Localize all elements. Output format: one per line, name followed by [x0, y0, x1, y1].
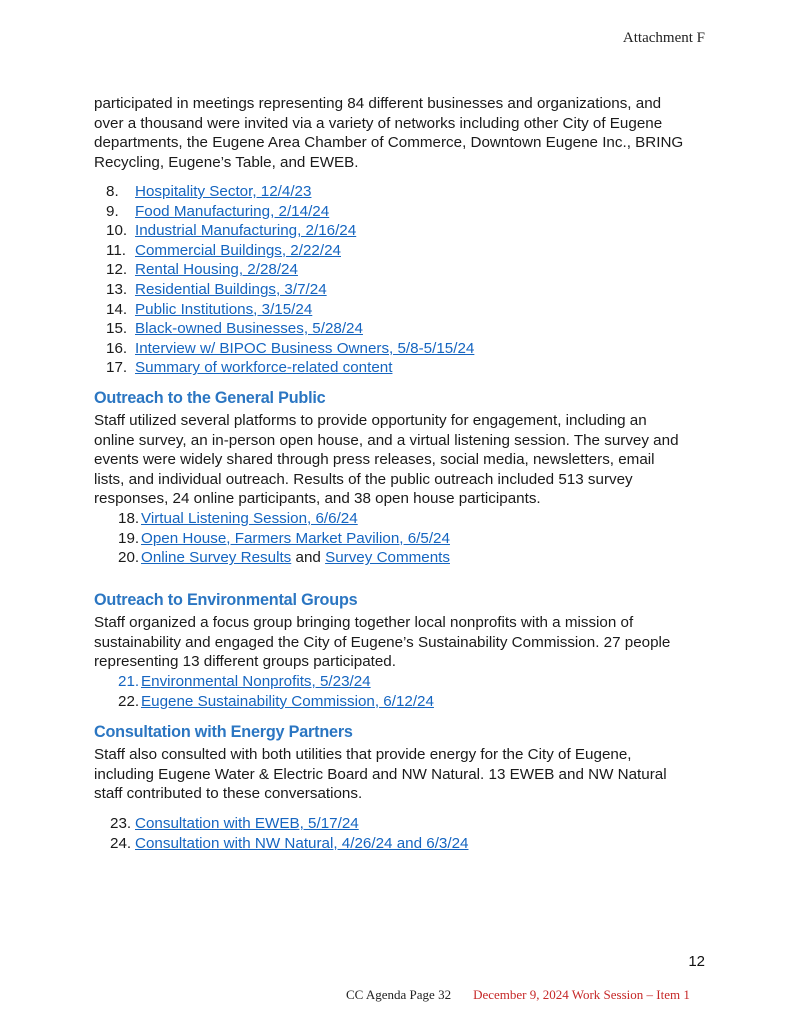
list-item	[110, 814, 468, 834]
list-item	[106, 339, 474, 359]
public-institutions-link[interactable]: Public Institutions, 3/15/24	[135, 300, 313, 318]
paragraph-line: Staff organized a focus group bringing together local nonprofits with a mission of	[94, 614, 634, 631]
item-number: 19.	[118, 529, 140, 547]
list-item	[118, 672, 434, 692]
intro-paragraph	[94, 94, 714, 172]
list-item	[118, 529, 450, 549]
environmental-paragraph	[94, 613, 714, 672]
list-item	[110, 834, 468, 854]
general-public-list	[118, 509, 450, 568]
item-number: 23.	[110, 815, 132, 832]
virtual-listening-session-link[interactable]: Virtual Listening Session, 6/6/24	[141, 510, 358, 527]
eweb-consultation-link[interactable]: Consultation with EWEB, 5/17/24	[135, 815, 359, 832]
list-item	[106, 241, 474, 261]
survey-comments-link[interactable]: Survey Comments	[325, 549, 450, 567]
item-number: 11.	[106, 241, 126, 259]
food-manufacturing-link[interactable]: Food Manufacturing, 2/14/24	[135, 202, 330, 220]
energy-partners-list	[110, 814, 468, 853]
paragraph-line: representing 13 different groups participated.	[94, 653, 396, 671]
paragraph-line: Staff utilized several platforms to provide opportunity for engagement, including an	[94, 412, 647, 429]
environmental-list	[118, 672, 434, 711]
list-item	[106, 202, 474, 222]
paragraph-line: sustainability and engaged the City of Eugene’s Sustainability Commission. 27 people	[94, 633, 671, 651]
intro-line: over a thousand were invited via a variety of networks including other City of Eugene	[94, 114, 663, 132]
commercial-buildings-link[interactable]: Commercial Buildings, 2/22/24	[135, 241, 341, 259]
energy-partners-paragraph	[94, 745, 714, 804]
paragraph-line: responses, 24 online participants, and 38 open house participants.	[94, 490, 541, 508]
item-number: 13.	[106, 280, 128, 298]
item-number: 21.	[118, 673, 140, 690]
black-owned-businesses-link[interactable]: Black-owned Businesses, 5/28/24	[135, 320, 363, 338]
item-number: 17.	[106, 359, 128, 377]
item-number: 20.	[118, 549, 140, 567]
item-number: 10.	[106, 222, 128, 240]
workforce-summary-link[interactable]: Summary of workforce-related content	[135, 359, 393, 377]
industrial-manufacturing-link[interactable]: Industrial Manufacturing, 2/16/24	[135, 222, 357, 240]
list-item	[106, 280, 474, 300]
item-number: 15.	[106, 320, 128, 338]
page-number: 12	[688, 953, 705, 970]
paragraph-line: events were widely shared through press releases, social media, newsletters, email	[94, 451, 655, 469]
item-number: 12.	[106, 261, 128, 279]
paragraph-line: including Eugene Water & Electric Board and NW Natural. 13 EWEB and NW Natural	[94, 765, 667, 783]
item-number: 8.	[106, 183, 119, 200]
item-number: 18.	[118, 510, 140, 527]
list-item	[106, 260, 474, 280]
energy-partners-heading: Consultation with Energy Partners	[94, 723, 353, 741]
business-outreach-list	[106, 182, 474, 378]
footer	[346, 987, 690, 1003]
general-public-heading: Outreach to the General Public	[94, 389, 326, 407]
paragraph-line: Staff also consulted with both utilities that provide energy for the City of Eugene,	[94, 746, 632, 763]
attachment-label: Attachment F	[622, 30, 705, 46]
sustainability-commission-link[interactable]: Eugene Sustainability Commission, 6/12/24	[141, 692, 434, 710]
intro-line: Recycling, Eugene’s Table, and EWEB.	[94, 153, 359, 171]
agenda-page-label: CC Agenda Page 32	[346, 987, 452, 1002]
rental-housing-link[interactable]: Rental Housing, 2/28/24	[135, 261, 298, 279]
list-item	[118, 509, 450, 529]
environmental-nonprofits-link[interactable]: Environmental Nonprofits, 5/23/24	[141, 673, 371, 690]
list-item	[118, 692, 434, 712]
list-item	[106, 300, 474, 320]
paragraph-line: online survey, an in-person open house, and a virtual listening session. The survey and	[94, 431, 679, 449]
item-number: 9.	[106, 202, 119, 220]
list-item	[106, 221, 474, 241]
item-number: 24.	[110, 834, 132, 852]
intro-line: participated in meetings representing 84 different businesses and organizations, and	[94, 95, 662, 112]
open-house-link[interactable]: Open House, Farmers Market Pavilion, 6/5/24	[141, 529, 450, 547]
list-item	[118, 548, 450, 568]
intro-line: departments, the Eugene Area Chamber of Commerce, Downtown Eugene Inc., BRING	[94, 134, 684, 152]
session-label: December 9, 2024 Work Session – Item 1	[473, 987, 690, 1002]
nw-natural-consultation-link[interactable]: Consultation with NW Natural, 4/26/24 and 6/3/24	[135, 834, 469, 852]
item-number: 14.	[106, 300, 128, 318]
residential-buildings-link[interactable]: Residential Buildings, 3/7/24	[135, 280, 327, 298]
item-number: 16.	[106, 339, 128, 357]
environmental-heading: Outreach to Environmental Groups	[94, 591, 358, 609]
general-public-paragraph	[94, 411, 714, 509]
item-number: 22.	[118, 692, 140, 710]
bipoc-interview-link[interactable]: Interview w/ BIPOC Business Owners, 5/8-5/15/24	[135, 339, 475, 357]
list-item	[106, 319, 474, 339]
connector-text: and	[295, 549, 321, 567]
list-item	[106, 182, 474, 202]
hospitality-sector-link[interactable]: Hospitality Sector, 12/4/23	[135, 183, 312, 200]
paragraph-line: lists, and individual outreach. Results of the public outreach included 513 survey	[94, 470, 633, 488]
list-item	[106, 358, 474, 378]
paragraph-line: staff contributed to these conversations.	[94, 785, 363, 803]
online-survey-results-link[interactable]: Online Survey Results	[141, 549, 292, 567]
